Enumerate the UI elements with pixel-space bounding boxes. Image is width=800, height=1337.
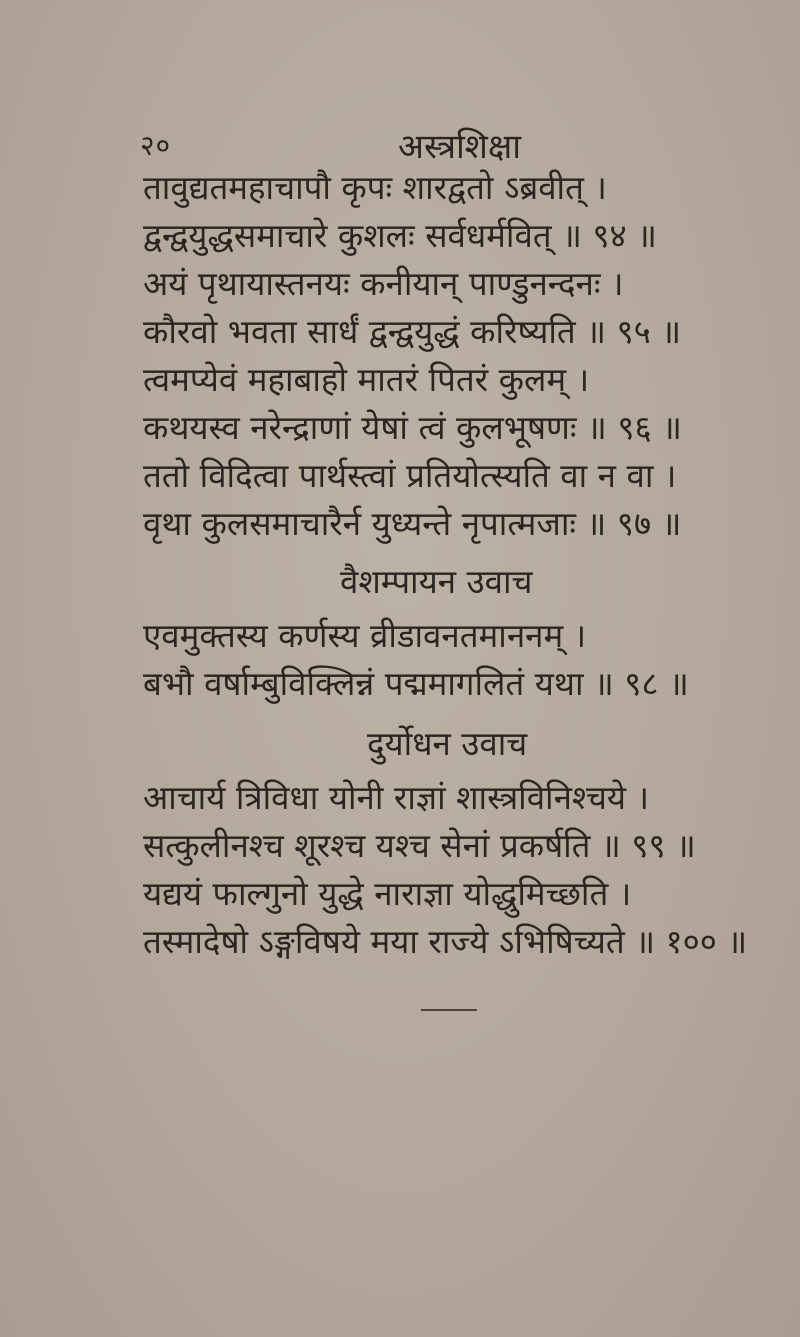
speaker-heading: दुर्योधन उवाच bbox=[367, 724, 528, 763]
verse-line: सत्कुलीनश्च शूरश्च यश्च सेनां प्रकर्षति ॥ ९९ ॥ bbox=[143, 826, 696, 865]
verse-line: तावुद्यतमहाचापौ कृपः शारद्वतो ऽब्रवीत् । bbox=[143, 168, 607, 207]
verse-line: एवमुक्तस्य कर्णस्य व्रीडावनतमाननम् । bbox=[143, 616, 587, 655]
end-rule bbox=[421, 1009, 477, 1011]
verse-line: त्वमप्येवं महाबाहो मातरं पितरं कुलम् । bbox=[143, 360, 590, 399]
verse-line: ततो विदित्वा पार्थस्त्वां प्रतियोत्स्यति वा न वा । bbox=[143, 456, 677, 495]
verse-line: यद्ययं फाल्गुनो युद्धे नाराज्ञा योद्धुमिच्छति । bbox=[143, 874, 632, 913]
verse-line: कथयस्व नरेन्द्राणां येषां त्वं कुलभूषणः ॥ ९६ ॥ bbox=[143, 408, 682, 447]
page-number: २० bbox=[140, 129, 172, 162]
running-title: अस्त्रशिक्षा bbox=[398, 127, 522, 167]
verse-line: वृथा कुलसमाचारैर्न युध्यन्ते नृपात्मजाः ॥ ९७ ॥ bbox=[143, 504, 682, 543]
verse-line: बभौ वर्षाम्बुविक्लिन्नं पद्ममागलितं यथा ॥ ९८ ॥ bbox=[143, 664, 689, 703]
verse-line: अयं पृथायास्तनयः कनीयान् पाण्डुनन्दनः । bbox=[143, 264, 624, 303]
page-header bbox=[0, 118, 800, 168]
verse-line: आचार्य त्रिविधा योनी राज्ञां शास्त्रविनिश्चये । bbox=[143, 778, 650, 817]
verse-line: द्वन्द्वयुद्धसमाचारे कुशलः सर्वधर्मवित् ॥ ९४ ॥ bbox=[143, 216, 657, 255]
speaker-heading: वैशम्पायन उवाच bbox=[340, 562, 533, 601]
verse-line: तस्मादेषो ऽङ्गविषये मया राज्ये ऽभिषिच्यते ॥ १०० ॥ bbox=[143, 922, 748, 961]
verse-line: कौरवो भवता सार्धं द्वन्द्वयुद्धं करिष्यति ॥ ९५ ॥ bbox=[143, 312, 682, 351]
